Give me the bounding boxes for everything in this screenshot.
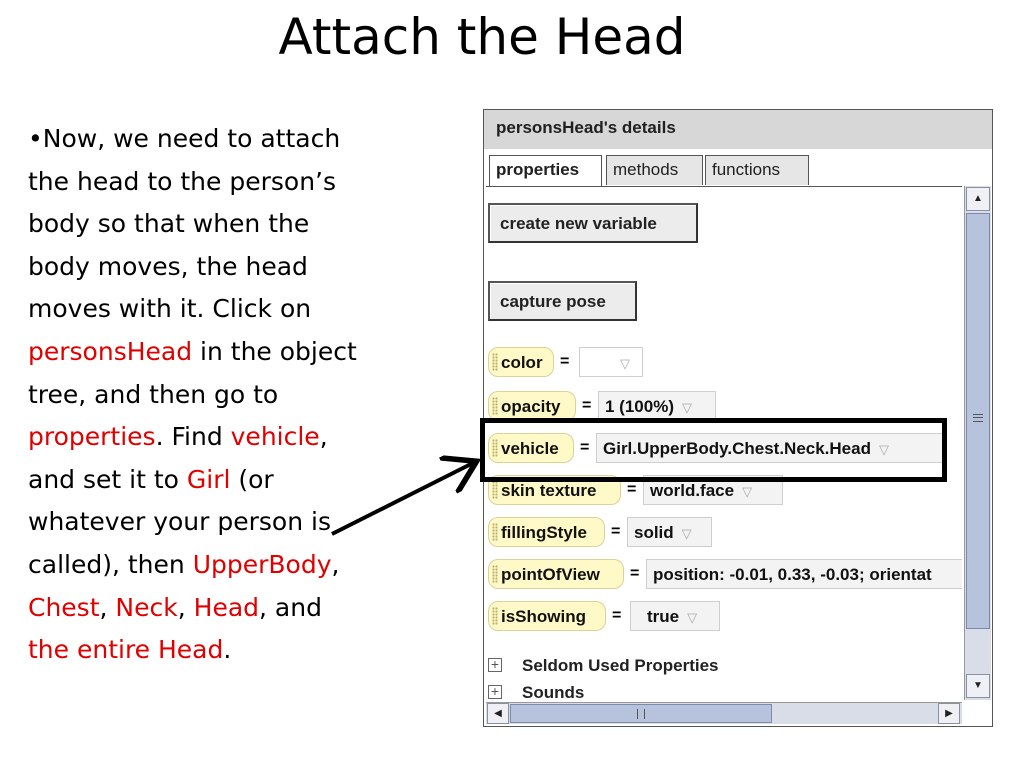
dropdown-arrow-icon: ▽ [878, 442, 889, 457]
dropdown-arrow-icon: ▽ [620, 356, 630, 371]
property-value: position: -0.01, 0.33, -0.03; orientat [653, 565, 932, 584]
property-name: pointOfView [501, 565, 600, 584]
instr-text-10: . [223, 635, 232, 665]
tab-properties[interactable]: properties [489, 155, 602, 188]
scroll-right-arrow-icon[interactable]: ▶ [938, 703, 960, 724]
equals-sign: = [627, 481, 637, 498]
dropdown-arrow-icon: ▽ [681, 400, 692, 415]
instr-text-3: . Find [155, 422, 231, 452]
highlight-chest: Chest [28, 592, 100, 622]
dropdown-arrow-icon: ▽ [681, 526, 692, 541]
property-name: vehicle [501, 439, 559, 458]
panel-title: personsHead's details [496, 118, 676, 137]
highlight-head: Head [193, 592, 260, 622]
group-label: Sounds [522, 683, 585, 701]
equals-sign: = [630, 565, 640, 582]
equals-sign: = [612, 607, 622, 624]
property-name: color [501, 353, 543, 372]
instr-text-8: , [177, 592, 194, 622]
dropdown-arrow-icon: ▽ [742, 484, 753, 499]
highlight-vehicle: vehicle [230, 422, 320, 452]
group-label: Seldom Used Properties [522, 656, 719, 675]
expand-plus-icon[interactable]: + [488, 685, 502, 699]
instr-text-2: in the object tree, and then go to [28, 336, 357, 409]
equals-sign: = [560, 353, 570, 370]
highlight-personshead: personsHead [28, 336, 193, 366]
dropdown-arrow-icon: ▽ [687, 610, 698, 625]
expand-plus-icon[interactable]: + [488, 658, 502, 672]
slide-title: Attach the Head [278, 8, 686, 66]
instr-text-4: , and set it to [28, 422, 328, 494]
bullet: • [28, 124, 43, 153]
create-new-variable-button[interactable]: create new variable [488, 203, 698, 243]
property-value: true [647, 607, 680, 626]
highlight-entire-head: the entire Head [28, 635, 224, 665]
equals-sign: = [582, 397, 592, 414]
property-value: 1 (100%) [605, 397, 674, 416]
property-name: opacity [501, 397, 561, 416]
tab-functions[interactable]: functions [705, 155, 809, 185]
scroll-left-arrow-icon[interactable]: ◀ [487, 703, 509, 724]
highlight-neck: Neck [115, 592, 178, 622]
scroll-up-arrow-icon[interactable]: ▲ [966, 187, 990, 211]
property-name: skin texture [501, 481, 597, 500]
equals-sign: = [611, 523, 621, 540]
instr-text-1: Now, we need to attach the head to the person’s body so that when the body moves, the head moves with it. Click on [28, 124, 341, 324]
highlight-properties: properties [28, 422, 156, 452]
property-value: solid [634, 523, 674, 542]
property-value: world.face [650, 481, 735, 500]
equals-sign: = [580, 439, 590, 456]
highlight-girl: Girl [186, 464, 231, 494]
capture-pose-button[interactable]: capture pose [488, 281, 637, 321]
scroll-down-arrow-icon[interactable]: ▼ [966, 674, 990, 698]
property-name: fillingStyle [501, 523, 587, 542]
instr-text-5: (or whatever your person is called), then [28, 464, 331, 579]
instr-text-6: , [331, 549, 340, 579]
highlight-upperbody: UpperBody [192, 549, 332, 579]
tab-methods[interactable]: methods [606, 155, 703, 185]
property-name: isShowing [501, 607, 586, 626]
instr-text-7: , [99, 592, 116, 622]
instr-text-9: , and [259, 592, 322, 622]
property-value: Girl.UpperBody.Chest.Neck.Head [603, 439, 871, 458]
